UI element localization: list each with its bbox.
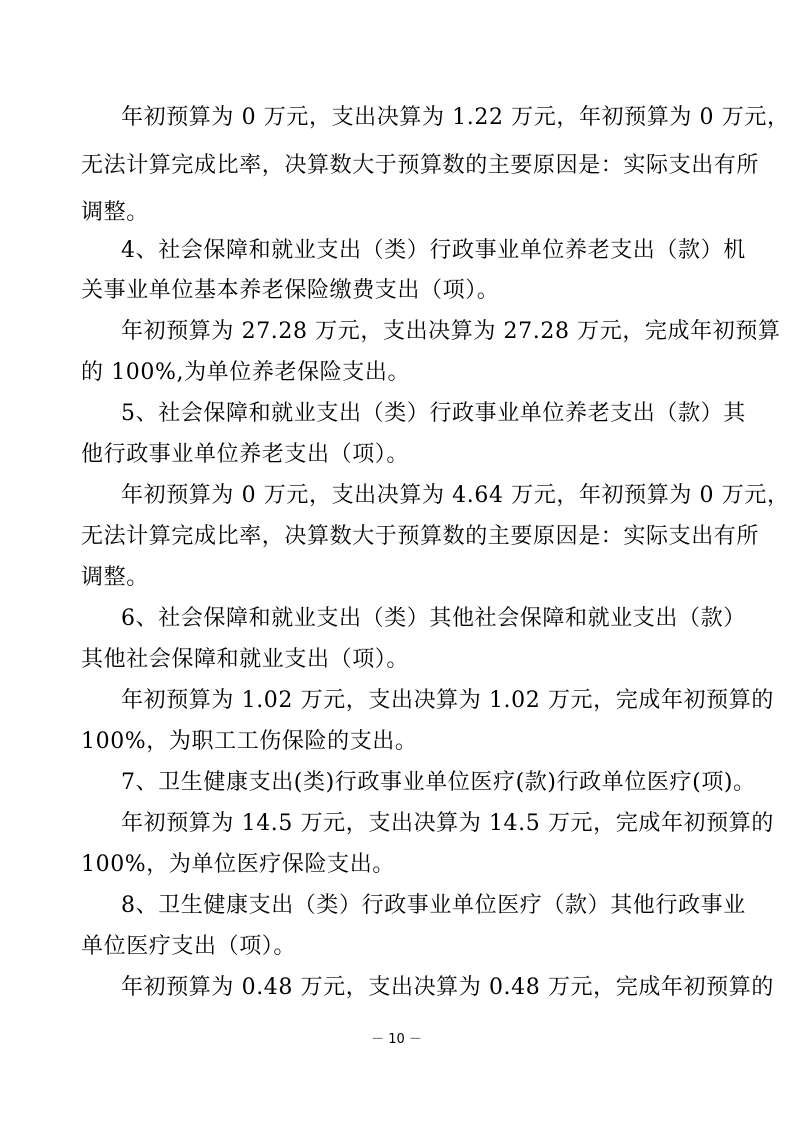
section-heading-4: 4、社会保障和就业支出（类）行政事业单位养老支出（款）机	[121, 238, 746, 263]
section-heading-6-continued: 其他社会保障和就业支出（项）。	[81, 647, 410, 672]
text-line: 100%，为职工工伤保险的支出。	[81, 729, 418, 754]
section-heading-7: 7、卫生健康支出(类)行政事业单位医疗(款)行政单位医疗(项)。	[121, 770, 756, 795]
page-number: － 10 －	[371, 1032, 422, 1047]
text-line: 调整。	[81, 565, 149, 590]
text-line: 无法计算完成比率，决算数大于预算数的主要原因是：实际支出有所	[81, 524, 760, 549]
section-heading-8: 8、卫生健康支出（类）行政事业单位医疗（款）其他行政事业	[121, 893, 746, 918]
section-heading-5: 5、社会保障和就业支出（类）行政事业单位养老支出（款）其	[121, 401, 746, 426]
text-line: 年初预算为 0 万元，支出决算为 4.64 万元，年初预算为 0 万元，	[121, 483, 790, 508]
section-heading-8-continued: 单位医疗支出（项）。	[81, 934, 297, 959]
section-heading-5-continued: 他行政事业单位养老支出（项）。	[81, 442, 410, 467]
text-line: 年初预算为 27.28 万元，支出决算为 27.28 万元，完成年初预算	[121, 319, 781, 344]
text-line: 调整。	[81, 200, 149, 225]
text-line: 年初预算为 14.5 万元，支出决算为 14.5 万元，完成年初预算的	[121, 811, 774, 836]
text-line: 的 100%,为单位养老保险支出。	[81, 360, 411, 385]
section-heading-6: 6、社会保障和就业支出（类）其他社会保障和就业支出（款）	[121, 606, 746, 631]
text-line: 年初预算为 0.48 万元，支出决算为 0.48 万元，完成年初预算的	[121, 975, 774, 1000]
section-heading-4-continued: 关事业单位基本养老保险缴费支出（项）。	[81, 278, 500, 303]
text-line: 100%，为单位医疗保险支出。	[81, 852, 395, 877]
text-line: 无法计算完成比率，决算数大于预算数的主要原因是：实际支出有所	[81, 153, 760, 178]
text-line: 年初预算为 0 万元，支出决算为 1.22 万元，年初预算为 0 万元，	[121, 105, 790, 130]
text-line: 年初预算为 1.02 万元，支出决算为 1.02 万元，完成年初预算的	[121, 688, 774, 713]
